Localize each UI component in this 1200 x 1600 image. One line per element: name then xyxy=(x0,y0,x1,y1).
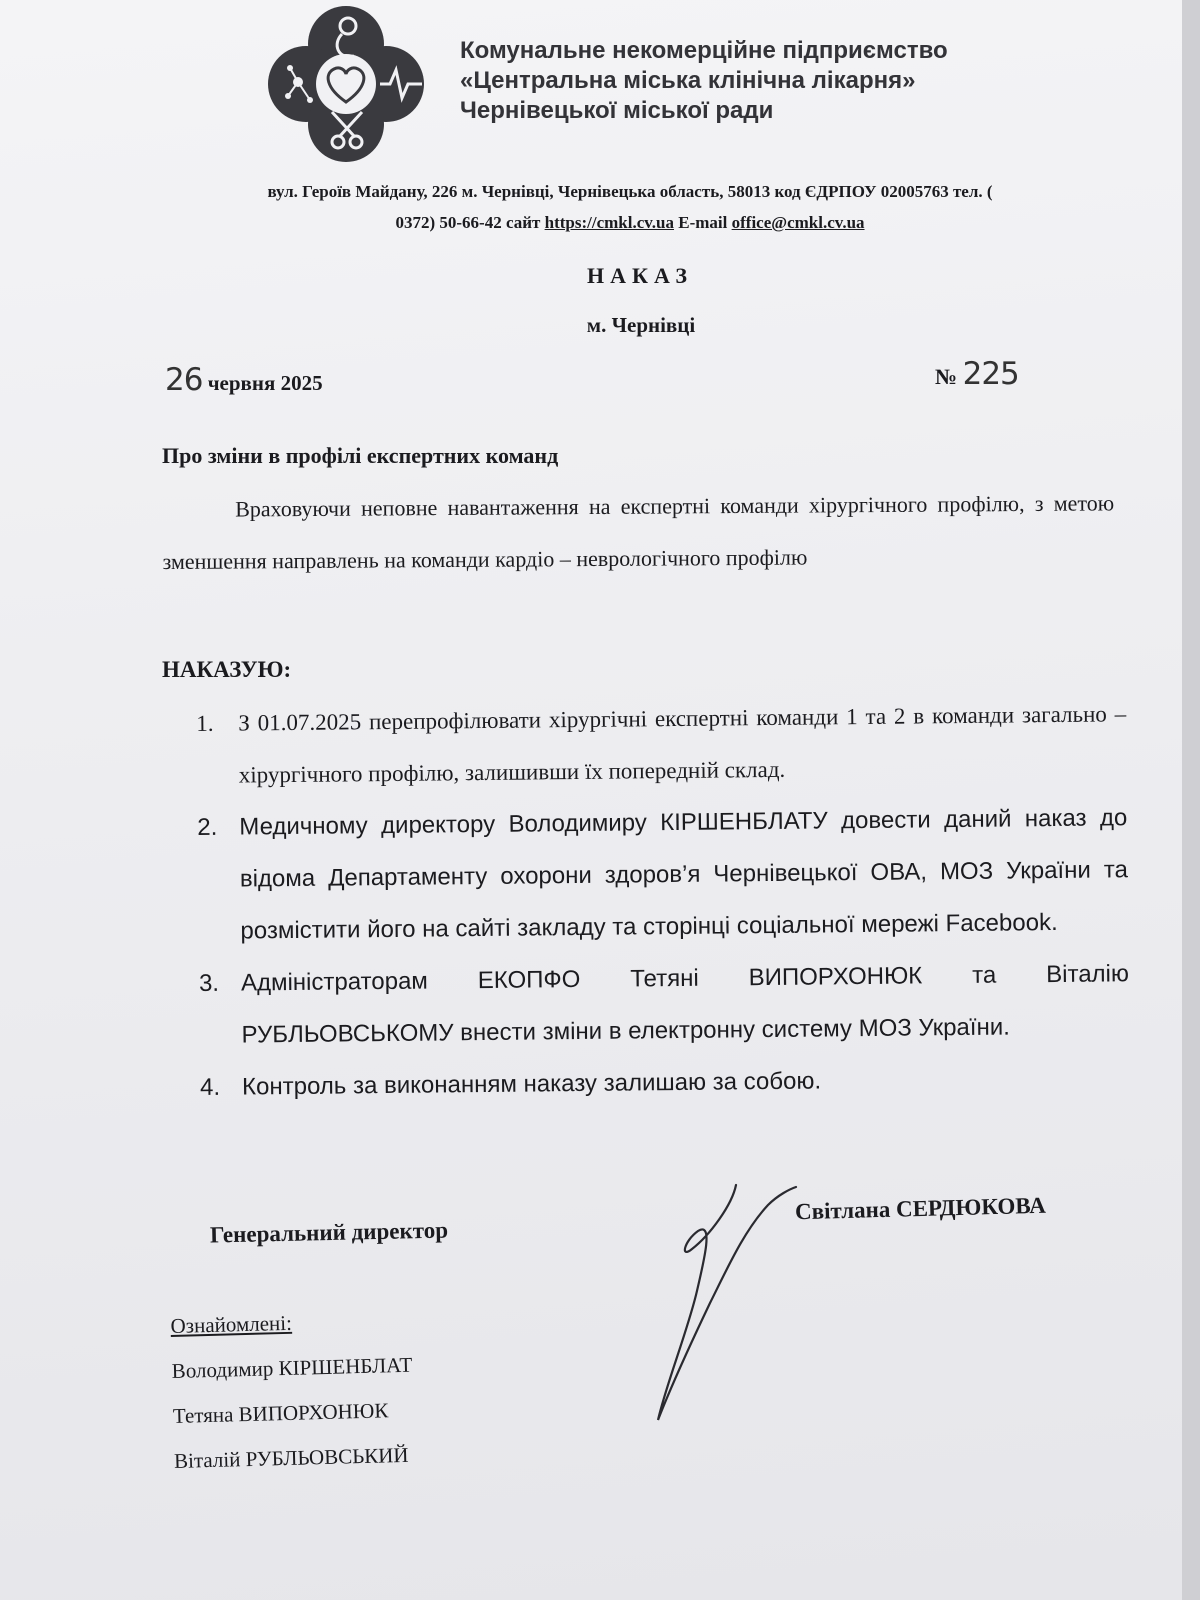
org-name-line: Чернівецької міської ради xyxy=(460,97,774,124)
acknowledged-block xyxy=(170,1298,415,1484)
item-text: З 01.07.2025 перепрофілювати хірургічні експертні команди 1 та 2 в команди загально – хірургічного профілю, залишивши їх попередній склад. xyxy=(238,701,1127,788)
document-subject: Про зміни в профілі експертних команд xyxy=(162,443,559,468)
page-edge xyxy=(1182,0,1200,1600)
document-title: НАКАЗ xyxy=(587,263,693,288)
address-block xyxy=(150,176,1110,238)
handwritten-day: 26 xyxy=(165,362,203,398)
order-item xyxy=(196,688,1127,802)
item-number: 3. xyxy=(198,969,220,997)
email-label: E-mail xyxy=(674,213,732,232)
preamble-paragraph: Враховуючи неповне навантаження на експертні команди хірургічного профілю, з метою зменшення направлень на команди кардіо – неврологічного профілю xyxy=(162,490,1115,574)
document-city: м. Чернівці xyxy=(586,313,696,337)
email-link[interactable]: office@cmkl.cv.ua xyxy=(731,213,865,232)
phone-text: 0372) 50-66-42 сайт xyxy=(395,213,545,232)
hospital-logo xyxy=(268,4,438,164)
item-number: 2. xyxy=(197,813,218,841)
signer-name: Світлана СЕРДЮКОВА xyxy=(794,1192,1047,1225)
item-number: 1. xyxy=(196,710,214,736)
address-line: вул. Героїв Майдану, 226 м. Чернівці, Чернівецька область, 58013 код ЄДРПОУ 02005763 тел. ( xyxy=(267,182,993,201)
order-heading: НАКАЗУЮ: xyxy=(162,657,292,682)
document-number xyxy=(935,356,1019,392)
item-number: 4. xyxy=(199,1073,221,1101)
number-label: № xyxy=(935,364,958,389)
signer-position: Генеральний директор xyxy=(209,1217,449,1248)
order-item xyxy=(197,792,1129,958)
handwritten-signature xyxy=(640,1175,800,1435)
document-date xyxy=(165,362,323,398)
item-text: Медичному директору Володимиру КІРШЕНБЛАТУ довести даний наказ до відома Департаменту охорони здоров’я Чернівецької ОВА, МОЗ України та розмістити його на сайті закладу та сторінці соціальної мережі Facebook. xyxy=(239,804,1128,945)
acknowledged-name: Тетяна ВИПОРХОНЮК xyxy=(172,1398,389,1428)
item-text: Контроль за виконанням наказу залишаю за собою. xyxy=(241,1067,822,1101)
website-link[interactable]: https://cmkl.cv.ua xyxy=(544,213,675,232)
item-text: Адміністраторам ЕКОПФО Тетяні ВИПОРХОНЮК та Віталію РУБЛЬОВСЬКОМУ внести зміни в електронну систему МОЗ України. xyxy=(240,960,1130,1049)
org-name-line: Комунальне некомерційне підприємство xyxy=(460,37,948,64)
order-item xyxy=(199,948,1130,1062)
date-month-year: червня 2025 xyxy=(202,371,323,395)
acknowledged-header: Ознайомлені: xyxy=(170,1310,293,1338)
acknowledged-name: Віталій РУБЛЬОВСЬКИЙ xyxy=(173,1442,409,1473)
order-item xyxy=(200,1052,1130,1114)
order-items-list xyxy=(196,688,1130,1114)
org-name-line: «Центральна міська клінічна лікарня» xyxy=(460,67,916,94)
handwritten-number: 225 xyxy=(962,356,1019,392)
acknowledged-name: Володимир КІРШЕНБЛАТ xyxy=(171,1352,413,1383)
organization-name xyxy=(460,36,1020,126)
contacts-line xyxy=(150,207,1110,238)
